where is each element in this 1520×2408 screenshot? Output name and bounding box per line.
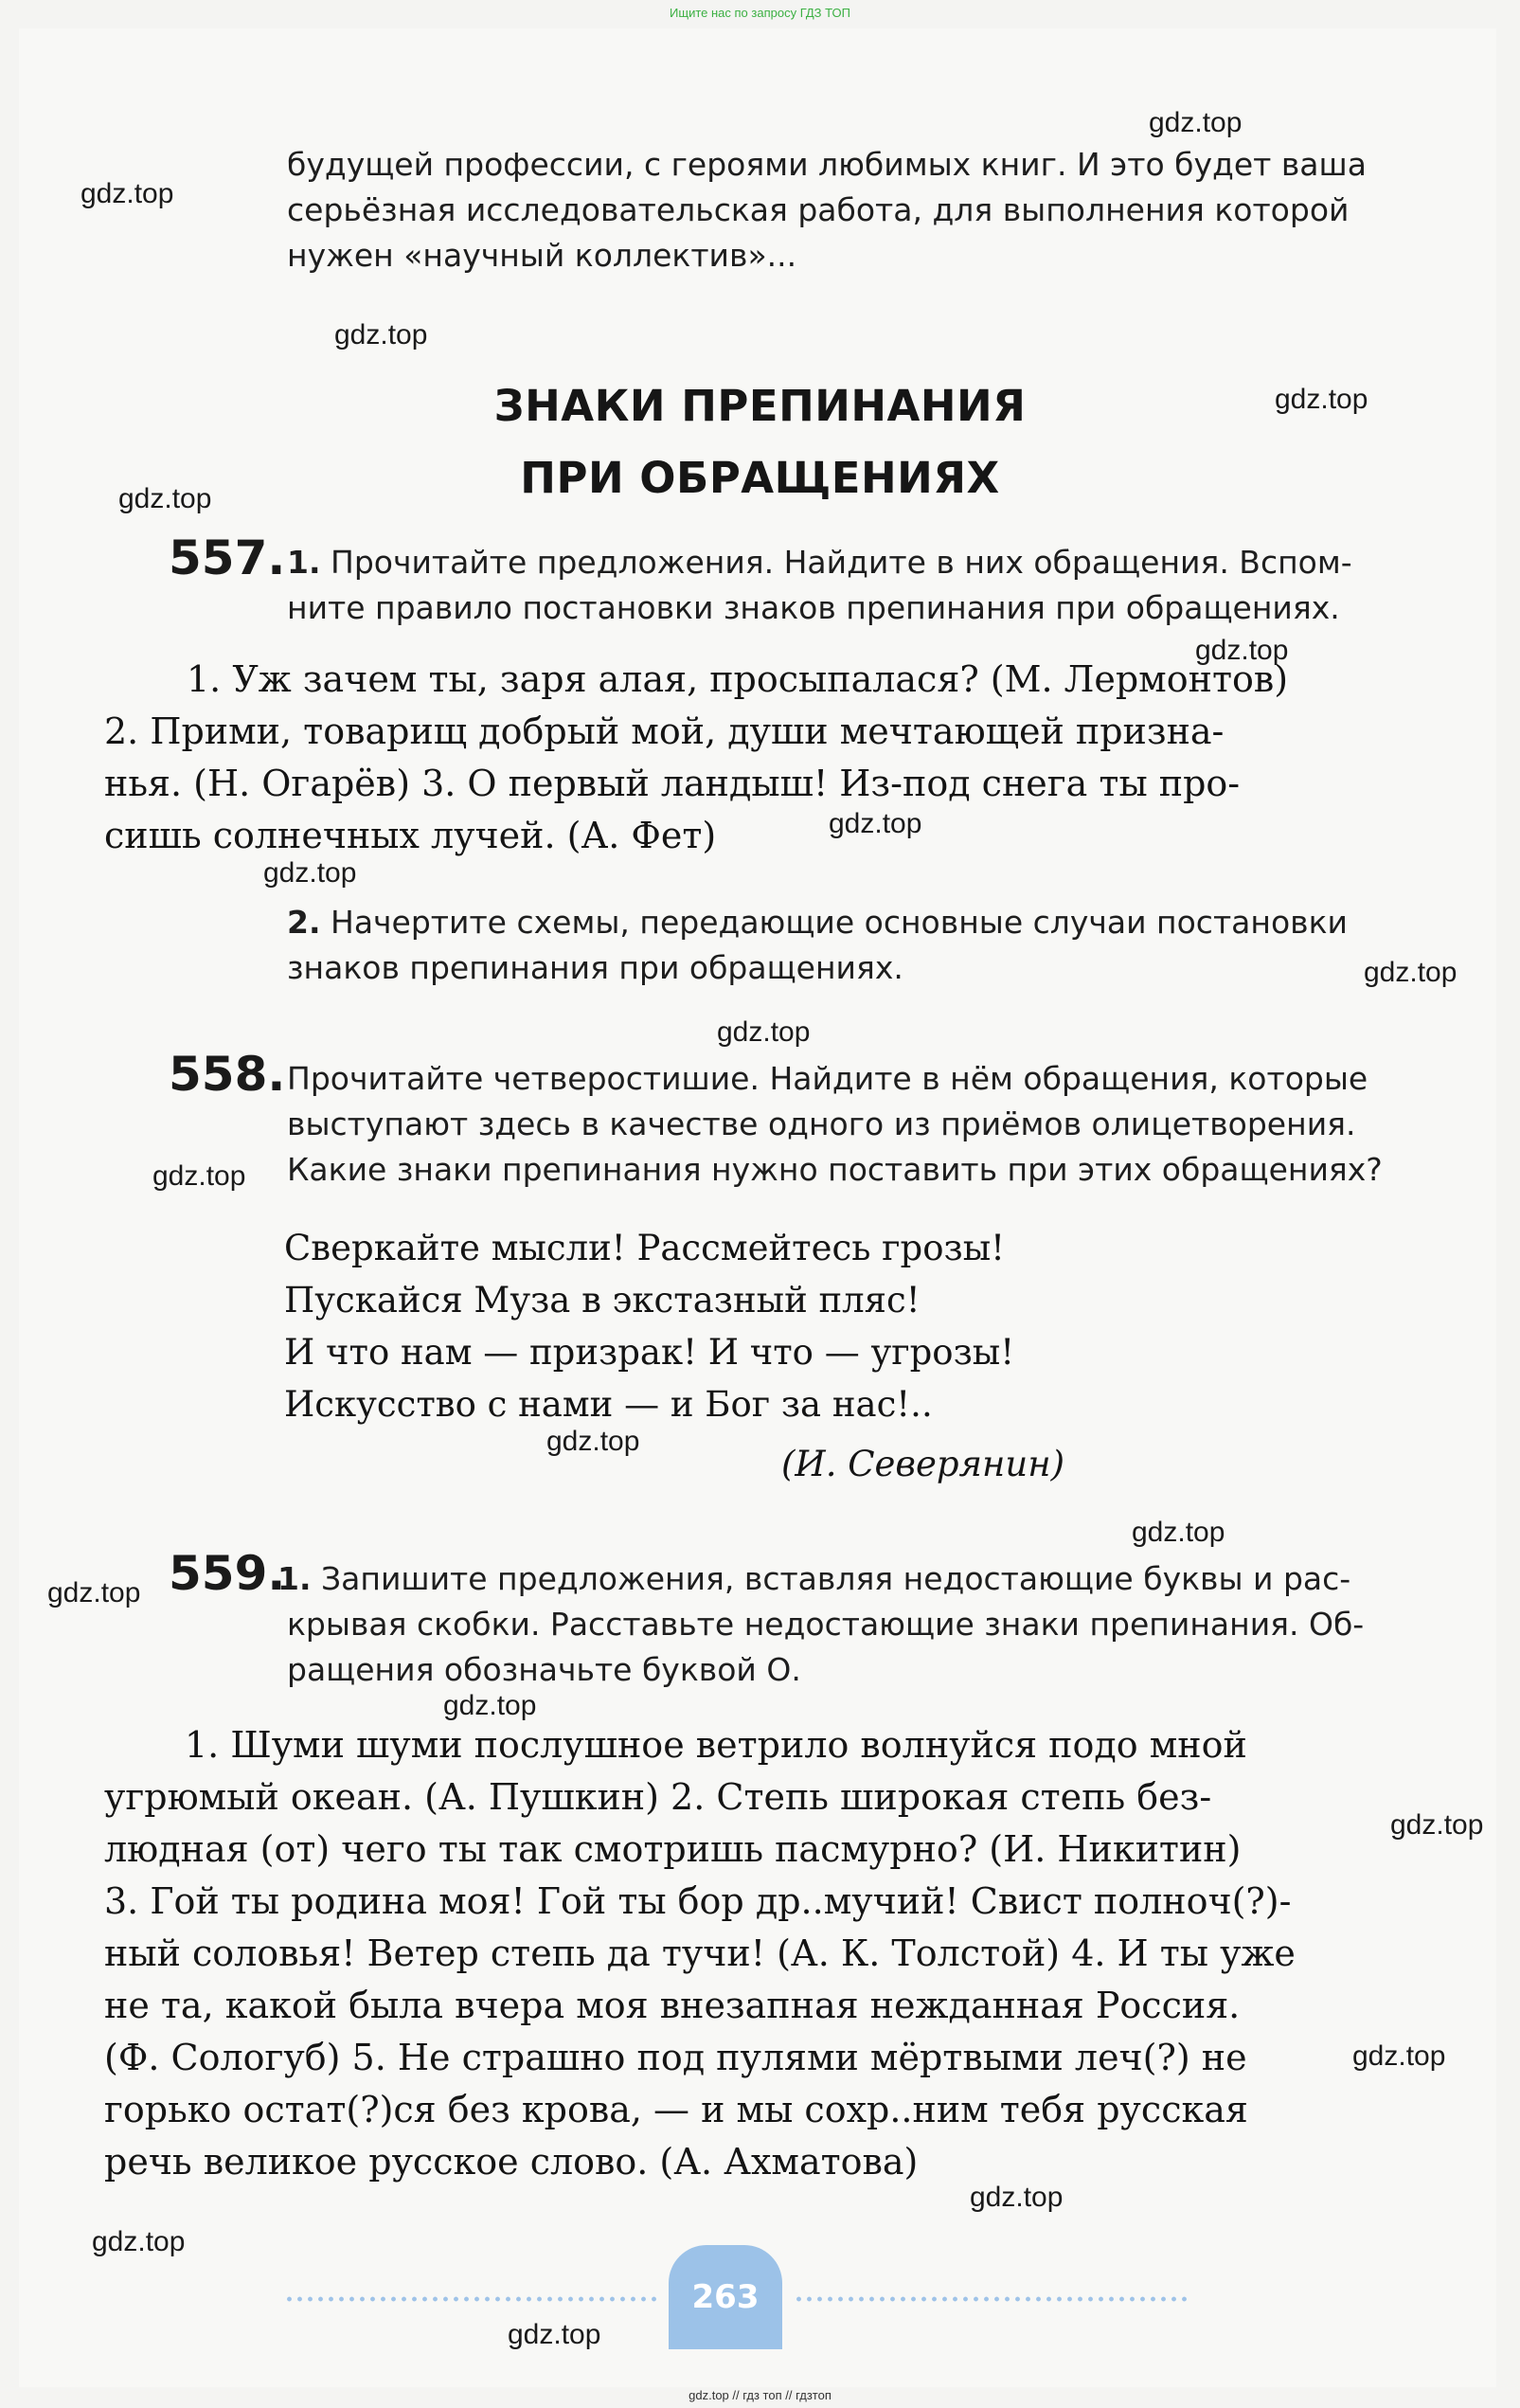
poem-author: (И. Северянин) <box>781 1444 1065 1484</box>
exercise-number-558: 558. <box>169 1047 286 1102</box>
watermark: gdz.top <box>1275 384 1368 415</box>
watermark: gdz.top <box>1364 957 1457 988</box>
poem-line: Искусство с нами — и Бог за нас!.. <box>284 1384 933 1425</box>
text-line: нья. (Н. Огарёв) 3. О первый ландыш! Из-под снега ты про- <box>104 763 1241 804</box>
task-line: Начертите схемы, передающие основные случаи постановки <box>331 904 1348 941</box>
exercise-558-task <box>287 1056 1383 1193</box>
watermark: gdz.top <box>263 857 357 889</box>
watermark: gdz.top <box>1390 1809 1484 1841</box>
intro-line: нужен «научный коллектив»... <box>287 237 797 274</box>
exercise-559-task1 <box>277 1556 1365 1693</box>
watermark: gdz.top <box>80 178 174 209</box>
task-line: ращения обозначьте буквой О. <box>287 1651 801 1688</box>
footer-links[interactable]: gdz.top // гдз топ // гдзтоп <box>688 2388 832 2402</box>
exercise-557-task1 <box>287 540 1352 631</box>
watermark: gdz.top <box>829 808 922 839</box>
dotted-rule-left <box>284 2296 658 2302</box>
task-line: Прочитайте четверостишие. Найдите в нём обращения, которые <box>287 1060 1368 1097</box>
watermark: gdz.top <box>1149 107 1243 138</box>
watermark: gdz.top <box>92 2226 186 2257</box>
intro-paragraph <box>287 142 1367 279</box>
watermark: gdz.top <box>546 1426 640 1457</box>
text-line: не та, какой была вчера моя внезапная нежданная Россия. <box>104 1985 1241 2026</box>
exercise-number-559: 559. <box>169 1546 286 1601</box>
poem-line: И что нам — призрак! И что — угрозы! <box>284 1332 1015 1373</box>
text-line: речь великое русское слово. (А. Ахматова) <box>104 2141 919 2183</box>
section-heading-line1: ЗНАКИ ПРЕПИНАНИЯ <box>493 381 1027 431</box>
page-number: 263 <box>669 2245 782 2349</box>
intro-line: будущей профессии, с героями любимых книг. И это будет ваша <box>287 146 1367 183</box>
task-line: ните правило постановки знаков препинания при обращениях. <box>287 589 1340 626</box>
task-line: выступают здесь в качестве одного из приёмов олицетворения. <box>287 1105 1356 1142</box>
task-line: Запишите предложения, вставляя недостающие буквы и рас- <box>321 1560 1351 1597</box>
watermark: gdz.top <box>334 319 428 350</box>
watermark: gdz.top <box>970 2182 1064 2213</box>
watermark: gdz.top <box>152 1160 246 1192</box>
exercise-557-text <box>104 654 1288 862</box>
text-line: 2. Прими, товарищ добрый мой, души мечтающей призна- <box>104 710 1225 752</box>
watermark: gdz.top <box>1132 1517 1225 1548</box>
watermark: gdz.top <box>443 1690 537 1721</box>
task-number: 2. <box>287 904 321 941</box>
watermark: gdz.top <box>717 1016 811 1048</box>
exercise-557-task2 <box>287 900 1348 991</box>
task-number: 1. <box>277 1560 312 1597</box>
watermark: gdz.top <box>1195 635 1289 666</box>
text-line: сишь солнечных лучей. (А. Фет) <box>104 815 717 856</box>
text-line: ный соловья! Ветер степь да тучи! (А. К. Толстой) 4. И ты уже <box>104 1932 1296 1974</box>
top-banner[interactable]: Ищите нас по запросу ГДЗ ТОП <box>670 6 850 20</box>
watermark: gdz.top <box>118 483 212 514</box>
exercise-number-557: 557. <box>169 530 286 585</box>
text-line: 3. Гой ты родина моя! Гой ты бор др..мучий! Свист полноч(?)- <box>104 1880 1292 1922</box>
text-line: (Ф. Сологуб) 5. Не страшно под пулями мёртвыми леч(?) не <box>104 2037 1247 2078</box>
watermark: gdz.top <box>508 2319 601 2350</box>
poem <box>284 1222 1014 1430</box>
text-line: горько остат(?)ся без крова, — и мы сохр..ним тебя русская <box>104 2089 1248 2130</box>
section-heading-line2: ПРИ ОБРАЩЕНИЯХ <box>520 453 1000 503</box>
poem-line: Пускайся Муза в экстазный пляс! <box>284 1280 921 1321</box>
task-line: Прочитайте предложения. Найдите в них обращения. Вспом- <box>331 544 1352 581</box>
watermark: gdz.top <box>47 1577 141 1608</box>
intro-line: серьёзная исследовательская работа, для выполнения которой <box>287 191 1350 228</box>
text-line: угрюмый океан. (А. Пушкин) 2. Степь широкая степь без- <box>104 1776 1212 1818</box>
watermark: gdz.top <box>1352 2040 1446 2072</box>
dotted-rule-right <box>794 2296 1191 2302</box>
text-line: 1. Шуми шуми послушное ветрило волнуйся подо мной <box>185 1724 1247 1766</box>
task-line: Какие знаки препинания нужно поставить при этих обращениях? <box>287 1151 1383 1188</box>
exercise-559-text <box>104 1719 1296 2188</box>
text-line: 1. Уж зачем ты, заря алая, просыпалася? (М. Лермонтов) <box>187 658 1289 700</box>
task-line: крывая скобки. Расставьте недостающие знаки препинания. Об- <box>287 1606 1365 1643</box>
poem-line: Сверкайте мысли! Рассмейтесь грозы! <box>284 1228 1006 1268</box>
task-line: знаков препинания при обращениях. <box>287 949 903 986</box>
task-number: 1. <box>287 544 321 581</box>
text-line: людная (от) чего ты так смотришь пасмурно? (И. Никитин) <box>104 1828 1242 1870</box>
